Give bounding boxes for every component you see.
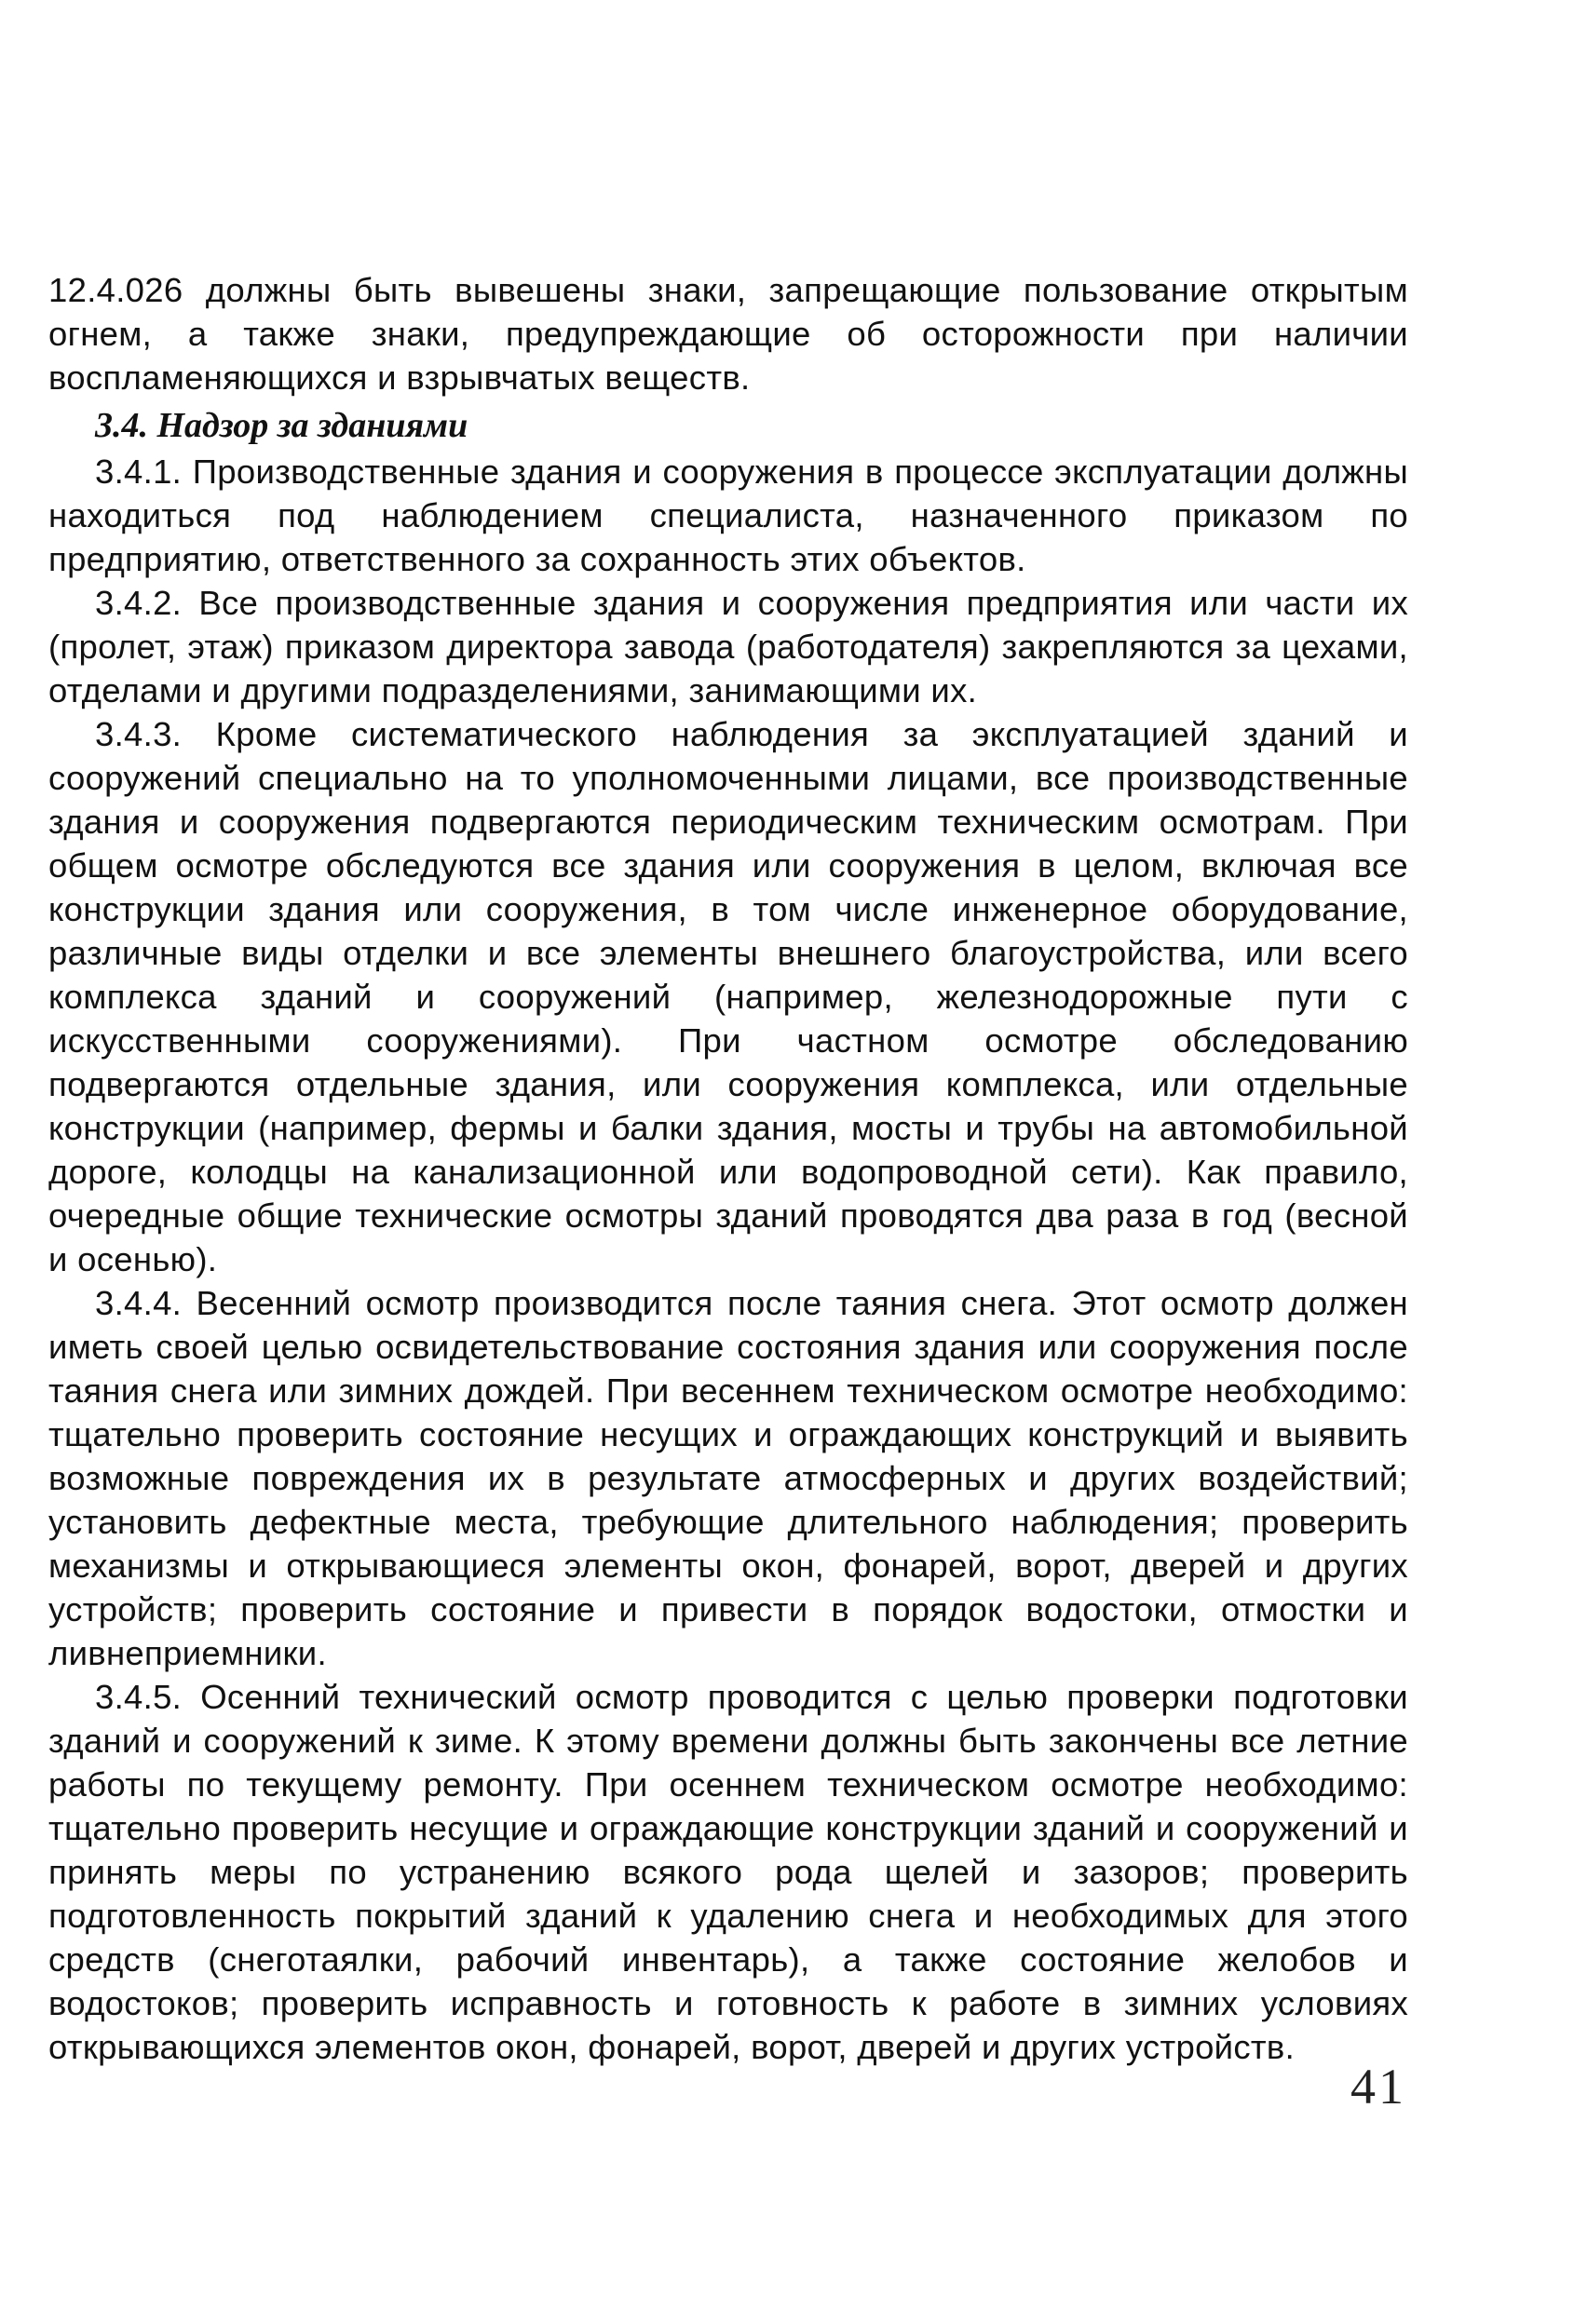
document-page [48,268,1408,2069]
paragraph-3-4-3: 3.4.3. Кроме систематического наблюдения за эксплуатацией зданий и сооружений специально на то уполномоченными лицами, все производственные здания и сооружения подвергаются периодическим техническим осмотрам. При общем осмотре обследуются все здания или сооружения в целом, включая все конструкции здания или сооружения, в том числе инженерное оборудование, различные виды отделки и все элементы внешнего благоустройства, или всего комплекса зданий и сооружений (например, железнодорожные пути с искусственными сооружениями). При частном осмотре обследованию подвергаются отдельные здания, или сооружения комплекса, или отдельные конструкции (например, фермы и балки здания, мосты и трубы на автомобильной дороге, колодцы на канализационной или водопроводной сети). Как правило, очередные общие технические осмотры зданий проводятся два раза в год (весной и осенью). [48,715,1408,1278]
paragraph-3-4-4: 3.4.4. Весенний осмотр производится после таяния снега. Этот осмотр должен иметь своей целью освидетельствование состояния здания или сооружения после таяния снега или зимних дождей. При весеннем техническом осмотре необходимо: тщательно проверить состояние несущих и ограждающих конструкций и выявить возможные повреждения их в результате атмосферных и других воздействий; установить дефектные места, требующие длительного наблюдения; проверить механизмы и открывающиеся элементы окон, фонарей, ворот, дверей и других устройств; проверить состояние и привести в порядок водостоки, отмостки и ливнеприемники. [48,1284,1408,1672]
paragraph-3-4-1: 3.4.1. Производственные здания и сооружения в процессе эксплуатации должны находиться под наблюдением специалиста, назначенного приказом по предприятию, ответственного за сохранность этих объектов. [48,453,1408,578]
paragraph-3-4-2: 3.4.2. Все производственные здания и сооружения предприятия или части их (пролет, этаж) приказом директора завода (работодателя) закрепляются за цехами, отделами и другими подразделениями, занимающими их. [48,584,1408,709]
paragraph-3-4-5: 3.4.5. Осенний технический осмотр проводится с целью проверки подготовки зданий и сооружений к зиме. К этому времени должны быть закончены все летние работы по текущему ремонту. При осеннем техническом осмотре необходимо: тщательно проверить несущие и ограждающие конструкции зданий и сооружений и принять меры по устранению всякого рода щелей и зазоров; проверить подготовленность покрытий зданий к удалению снега и необходимых для этого средств (снеготаялки, рабочий инвентарь), а также состояние желобов и водостоков; проверить исправность и готовность к работе в зимних условиях открывающихся элементов окон, фонарей, ворот, дверей и других устройств. [48,1678,1408,2066]
page-number: 41 [1350,2059,1406,2115]
section-heading: 3.4. Надзор за зданиями [95,406,468,445]
paragraph-continuation: 12.4.026 должны быть вывешены знаки, запрещающие пользование открытым огнем, а также знаки, предупреждающие об осторожности при наличии воспламеняющихся и взрывчатых веществ. [48,271,1408,397]
